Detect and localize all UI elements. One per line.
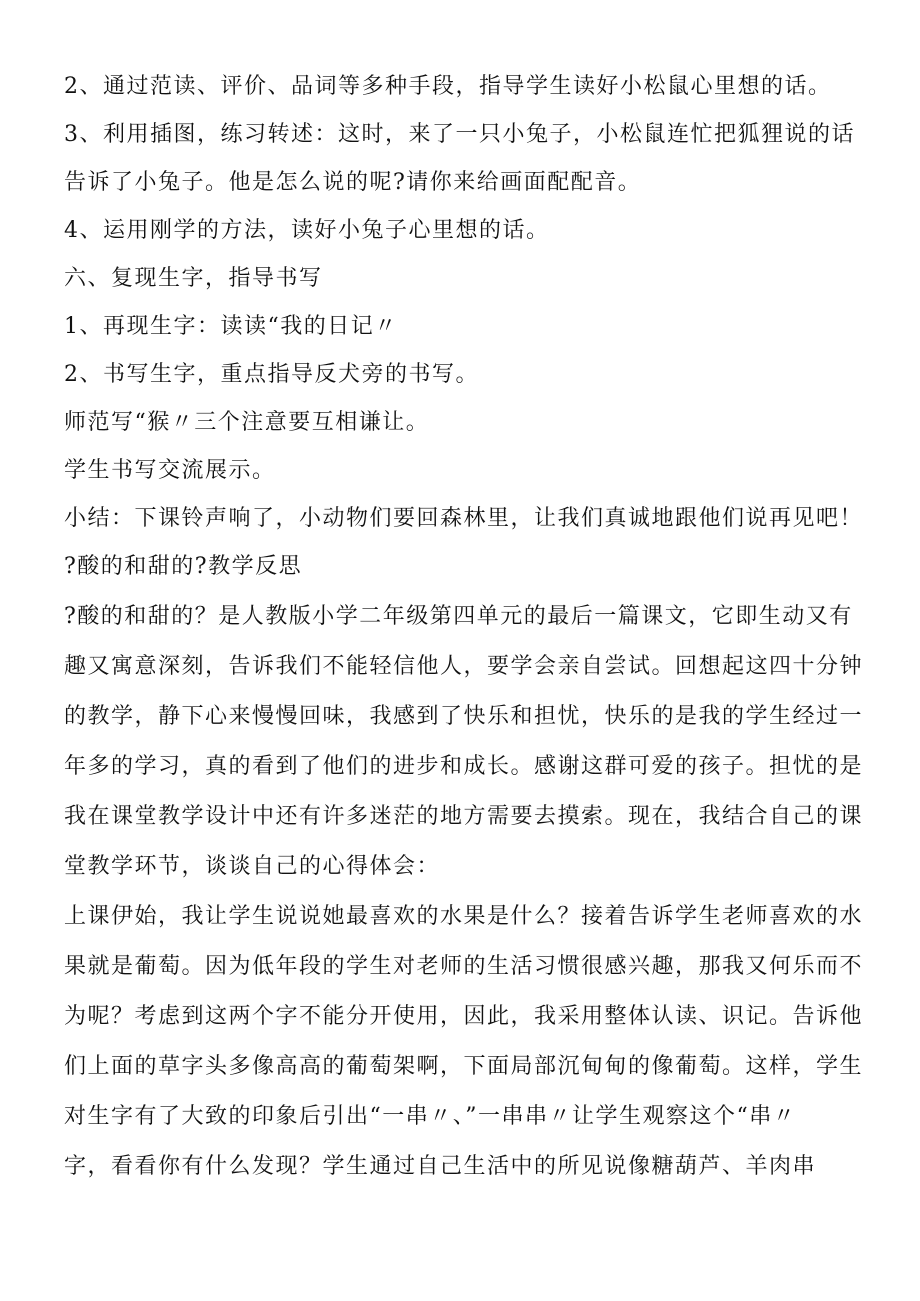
text-line: 2、书写生字，重点指导反犬旁的书写。: [64, 362, 479, 387]
text-line: 堂教学环节，谈谈自己的心得体会：: [64, 854, 441, 879]
text-line: 我在课堂教学设计中还有许多迷茫的地方需要去摸索。现在，我结合自己的课: [64, 804, 864, 829]
text-line: 4、运用刚学的方法，读好小兔子心里想的话。: [64, 218, 550, 243]
text-line: 对生字有了大致的印象后引出“一串〃、”一串串〃让学生观察这个“串〃: [64, 1104, 797, 1129]
text-line: 为呢？考虑到这两个字不能分开使用，因此，我采用整体认读、识记。告诉他: [64, 1004, 864, 1029]
text-line: 师范写“猴〃三个注意要互相谦让。: [64, 410, 430, 435]
text-line: 学生书写交流展示。: [64, 458, 276, 483]
text-line: ?酸的和甜的？是人教版小学二年级第四单元的最后一篇课文，它即生动又有: [64, 604, 853, 629]
text-line: 的教学，静下心来慢慢回味，我感到了快乐和担忧，快乐的是我的学生经过一: [64, 704, 864, 729]
text-line: 2、通过范读、评价、品词等多种手段，指导学生读好小松鼠心里想的话。: [64, 74, 832, 99]
text-line: 字，看看你有什么发现？学生通过自己生活中的所见说像糖葫芦、羊肉串: [64, 1154, 817, 1179]
text-line: 上课伊始，我让学生说说她最喜欢的水果是什么？接着告诉学生老师喜欢的水: [64, 904, 864, 929]
text-line: 年多的学习，真的看到了他们的进步和成长。感谢这群可爱的孩子。担忧的是: [64, 754, 864, 779]
text-line: 小结：下课铃声响了，小动物们要回森林里，让我们真诚地跟他们说再见吧！: [64, 506, 864, 531]
section-heading: ?酸的和甜的?教学反思: [64, 554, 303, 579]
text-line: 告诉了小兔子。他是怎么说的呢?请你来给画面配配音。: [64, 170, 642, 195]
text-line: 果就是葡萄。因为低年段的学生对老师的生活习惯很感兴趣，那我又何乐而不: [64, 954, 864, 979]
text-line: 趣又寓意深刻，告诉我们不能轻信他人，要学会亲自尝试。回想起这四十分钟: [64, 654, 864, 679]
text-line: 1、再现生字：读读“我的日记〃: [64, 314, 398, 339]
section-heading: 六、复现生字，指导书写: [64, 266, 323, 291]
text-line: 3、利用插图，练习转述：这时，来了一只小兔子，小松鼠连忙把狐狸说的话: [64, 122, 855, 147]
text-line: 们上面的草字头多像高高的葡萄架啊，下面局部沉甸甸的像葡萄。这样，学生: [64, 1054, 864, 1079]
